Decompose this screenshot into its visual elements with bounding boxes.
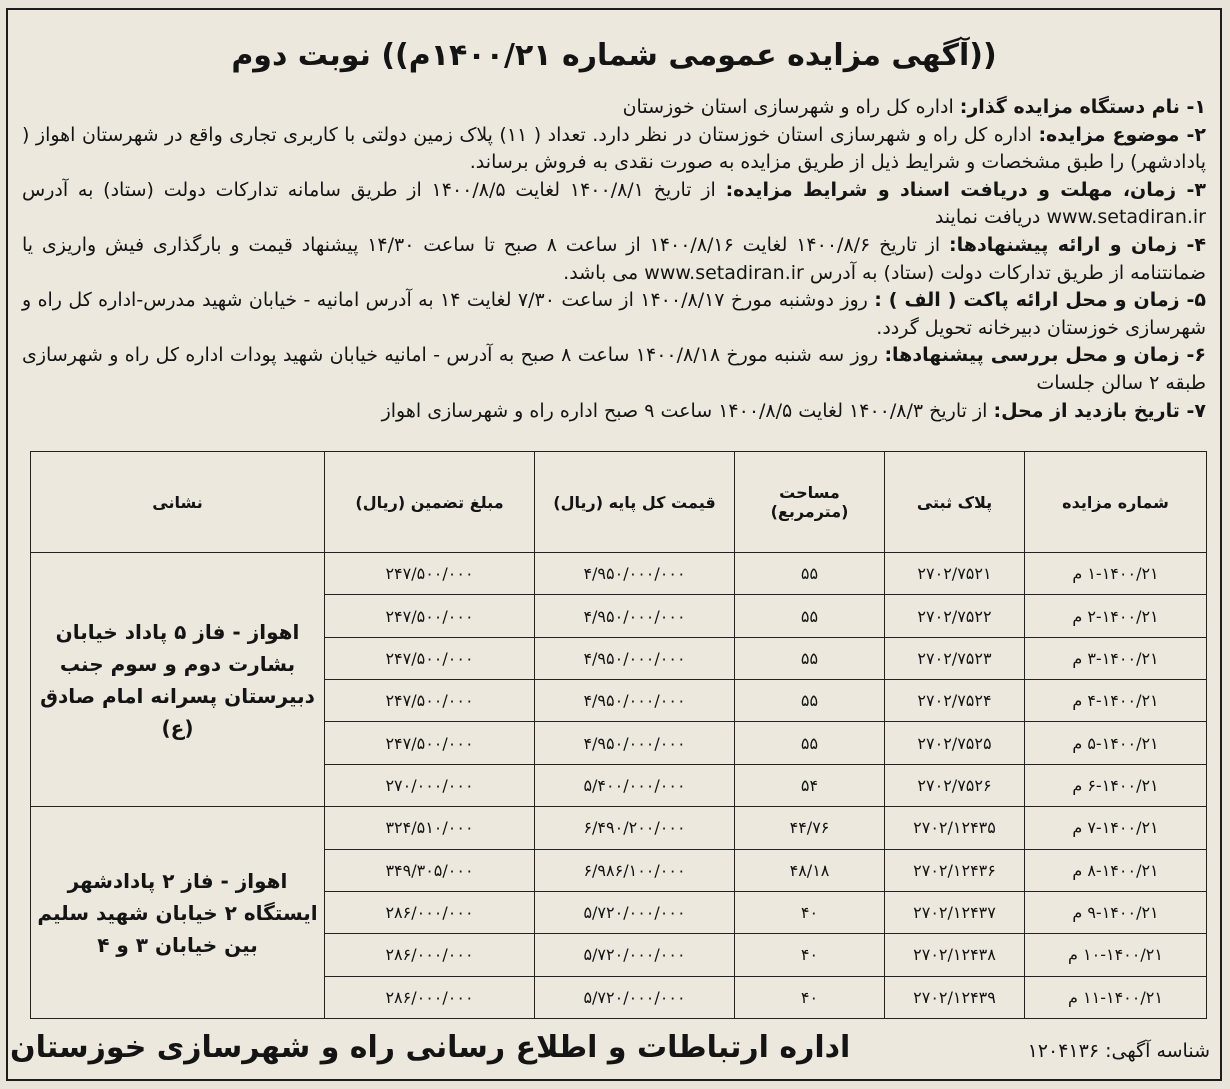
clause-label: ۱- نام دستگاه مزایده گذار:	[959, 96, 1206, 118]
clause-text: روز دوشنبه مورخ ۱۴۰۰/۸/۱۷ از ساعت ۷/۳۰ لغایت ۱۴ به آدرس امانیه - خیابان شهید مدرس-اداره کل راه و شهرسازی خوزستان دبیرخانه تحویل گردد.	[22, 289, 1206, 339]
cell-base-price: ۵/۷۲۰/۰۰۰/۰۰۰	[535, 891, 735, 933]
cell-deposit: ۳۲۴/۵۱۰/۰۰۰	[325, 807, 535, 849]
cell-area: ۵۵	[735, 680, 885, 722]
cell-area: ۴۴/۷۶	[735, 807, 885, 849]
clause	[22, 398, 1206, 426]
header-address: نشانی	[31, 452, 325, 553]
notice-title: ((آگهی مزایده عمومی شماره ۱۴۰۰/۲۱م)) نوبت دوم	[231, 38, 997, 73]
cell-auction-number: ۴-۱۴۰۰/۲۱ م	[1025, 680, 1207, 722]
cell-base-price: ۴/۹۵۰/۰۰۰/۰۰۰	[535, 680, 735, 722]
clause-text: اداره کل راه و شهرسازی استان خوزستان در نظر دارد. تعداد ( ۱۱) پلاک زمین دولتی با کاربری تجاری واقع در شهرستان اهواز ( پادادشهر) را طبق مشخصات و شرایط ذیل از طریق مزایده به صورت نقدی به فروش برساند.	[22, 123, 1206, 174]
cell-deposit: ۲۴۷/۵۰۰/۰۰۰	[325, 680, 535, 722]
cell-deposit: ۳۴۹/۳۰۵/۰۰۰	[325, 849, 535, 891]
cell-area: ۵۵	[735, 637, 885, 679]
cell-address: اهواز - فاز ۲ پادادشهر ایستگاه ۲ خیابان شهید سلیم بین خیابان ۳ و ۴	[31, 807, 325, 1019]
cell-deposit: ۲۴۷/۵۰۰/۰۰۰	[325, 637, 535, 679]
cell-area: ۴۰	[735, 976, 885, 1018]
clause-label: ۴- زمان و ارائه پیشنهادها:	[949, 233, 1206, 256]
cell-deposit: ۲۴۷/۵۰۰/۰۰۰	[325, 595, 535, 637]
ad-id	[1028, 1040, 1210, 1062]
cell-auction-number: ۷-۱۴۰۰/۲۱ م	[1025, 807, 1207, 849]
cell-plak: ۲۷۰۲/۷۵۲۱	[885, 553, 1025, 595]
cell-plak: ۲۷۰۲/۷۵۲۴	[885, 680, 1025, 722]
cell-plak: ۲۷۰۲/۷۵۲۵	[885, 722, 1025, 764]
clause	[22, 94, 1206, 122]
cell-base-price: ۴/۹۵۰/۰۰۰/۰۰۰	[535, 553, 735, 595]
cell-plak: ۲۷۰۲/۱۲۴۳۸	[885, 934, 1025, 976]
cell-deposit: ۲۷۰/۰۰۰/۰۰۰	[325, 764, 535, 806]
cell-auction-number: ۳-۱۴۰۰/۲۱ م	[1025, 637, 1207, 679]
clause-label: ۶- زمان و محل بررسی پیشنهادها:	[884, 344, 1206, 367]
header-deposit: مبلغ تضمین (ریال)	[325, 452, 535, 553]
cell-area: ۵۵	[735, 595, 885, 637]
clause-text: از تاریخ ۱۴۰۰/۸/۶ لغایت ۱۴۰۰/۸/۱۶ از ساعت ۸ صبح تا ساعت ۱۴/۳۰ پیشنهاد قیمت و بارگذاری فیش واریزی یا ضمانتنامه از طریق تدارکات دولت (ستاد) به آدرس www.setadiran.ir می باشد.	[22, 233, 1206, 284]
clause-text: از تاریخ ۱۴۰۰/۸/۳ لغایت ۱۴۰۰/۸/۵ ساعت ۹ صبح اداره راه و شهرسازی اهواز	[381, 399, 994, 422]
clause-label: ۷- تاریخ بازدید از محل:	[993, 399, 1206, 422]
cell-auction-number: ۱-۱۴۰۰/۲۱ م	[1025, 553, 1207, 595]
cell-address: اهواز - فاز ۵ پاداد خیابان بشارت دوم و سوم جنب دبیرستان پسرانه امام صادق (ع)	[31, 553, 325, 807]
cell-plak: ۲۷۰۲/۱۲۴۳۶	[885, 849, 1025, 891]
cell-plak: ۲۷۰۲/۱۲۴۳۷	[885, 891, 1025, 933]
cell-deposit: ۲۴۷/۵۰۰/۰۰۰	[325, 553, 535, 595]
cell-area: ۵۵	[735, 722, 885, 764]
header-area: مساحت (مترمربع)	[735, 452, 885, 553]
header-plak: پلاک ثبتی	[885, 452, 1025, 553]
header-auction-number: شماره مزایده	[1025, 452, 1207, 553]
cell-deposit: ۲۸۶/۰۰۰/۰۰۰	[325, 891, 535, 933]
clause-label: ۳- زمان، مهلت و دریافت اسناد و شرایط مزایده:	[725, 178, 1206, 201]
cell-base-price: ۶/۴۹۰/۲۰۰/۰۰۰	[535, 807, 735, 849]
cell-plak: ۲۷۰۲/۱۲۴۳۹	[885, 976, 1025, 1018]
clause	[22, 122, 1206, 177]
auction-table	[30, 451, 1207, 1019]
cell-deposit: ۲۴۷/۵۰۰/۰۰۰	[325, 722, 535, 764]
cell-area: ۵۵	[735, 553, 885, 595]
cell-area: ۴۸/۱۸	[735, 849, 885, 891]
cell-auction-number: ۵-۱۴۰۰/۲۱ م	[1025, 722, 1207, 764]
cell-auction-number: ۲-۱۴۰۰/۲۱ م	[1025, 595, 1207, 637]
cell-base-price: ۵/۷۲۰/۰۰۰/۰۰۰	[535, 934, 735, 976]
clause-label: ۵- زمان و محل ارائه پاکت ( الف ) :	[874, 289, 1206, 312]
cell-plak: ۲۷۰۲/۷۵۲۳	[885, 637, 1025, 679]
table-header-row	[31, 452, 1207, 553]
clause	[22, 177, 1206, 232]
cell-auction-number: ۱۱-۱۴۰۰/۲۱ م	[1025, 976, 1207, 1018]
header-base-price: قیمت کل پایه (ریال)	[535, 452, 735, 553]
clause	[22, 287, 1206, 342]
cell-area: ۵۴	[735, 764, 885, 806]
clause	[22, 232, 1206, 287]
cell-plak: ۲۷۰۲/۷۵۲۲	[885, 595, 1025, 637]
ad-id-value: ۱۲۰۴۱۳۶	[1027, 1040, 1100, 1062]
cell-base-price: ۴/۹۵۰/۰۰۰/۰۰۰	[535, 595, 735, 637]
clause-text: از تاریخ ۱۴۰۰/۸/۱ لغایت ۱۴۰۰/۸/۵ از طریق سامانه تدارکات دولت (ستاد) به آدرس www.setadiran.ir دریافت نمایند	[22, 178, 1206, 229]
cell-auction-number: ۶-۱۴۰۰/۲۱ م	[1025, 764, 1207, 806]
clause-label: ۲- موضوع مزایده:	[1038, 123, 1206, 146]
clause-text: روز سه شنبه مورخ ۱۴۰۰/۸/۱۸ ساعت ۸ صبح به آدرس - امانیه خیابان شهید پودات اداره کل راه و شهرسازی طبقه ۲ سالن جلسات	[22, 344, 1206, 394]
clause-text: اداره کل راه و شهرسازی استان خوزستان	[622, 96, 960, 118]
cell-area: ۴۰	[735, 934, 885, 976]
ad-id-label: شناسه آگهی:	[1105, 1040, 1210, 1062]
cell-base-price: ۶/۹۸۶/۱۰۰/۰۰۰	[535, 849, 735, 891]
table-row	[31, 553, 1207, 595]
cell-plak: ۲۷۰۲/۱۲۴۳۵	[885, 807, 1025, 849]
table-row	[31, 807, 1207, 849]
cell-auction-number: ۹-۱۴۰۰/۲۱ م	[1025, 891, 1207, 933]
footer-organization: اداره ارتباطات و اطلاع رسانی راه و شهرسازی خوزستان	[10, 1030, 851, 1065]
cell-base-price: ۴/۹۵۰/۰۰۰/۰۰۰	[535, 722, 735, 764]
notice-clauses	[22, 94, 1206, 425]
cell-base-price: ۵/۴۰۰/۰۰۰/۰۰۰	[535, 764, 735, 806]
cell-base-price: ۴/۹۵۰/۰۰۰/۰۰۰	[535, 637, 735, 679]
cell-base-price: ۵/۷۲۰/۰۰۰/۰۰۰	[535, 976, 735, 1018]
clause	[22, 342, 1206, 397]
cell-area: ۴۰	[735, 891, 885, 933]
cell-deposit: ۲۸۶/۰۰۰/۰۰۰	[325, 934, 535, 976]
cell-auction-number: ۱۰-۱۴۰۰/۲۱ م	[1025, 934, 1207, 976]
cell-plak: ۲۷۰۲/۷۵۲۶	[885, 764, 1025, 806]
cell-deposit: ۲۸۶/۰۰۰/۰۰۰	[325, 976, 535, 1018]
cell-auction-number: ۸-۱۴۰۰/۲۱ م	[1025, 849, 1207, 891]
